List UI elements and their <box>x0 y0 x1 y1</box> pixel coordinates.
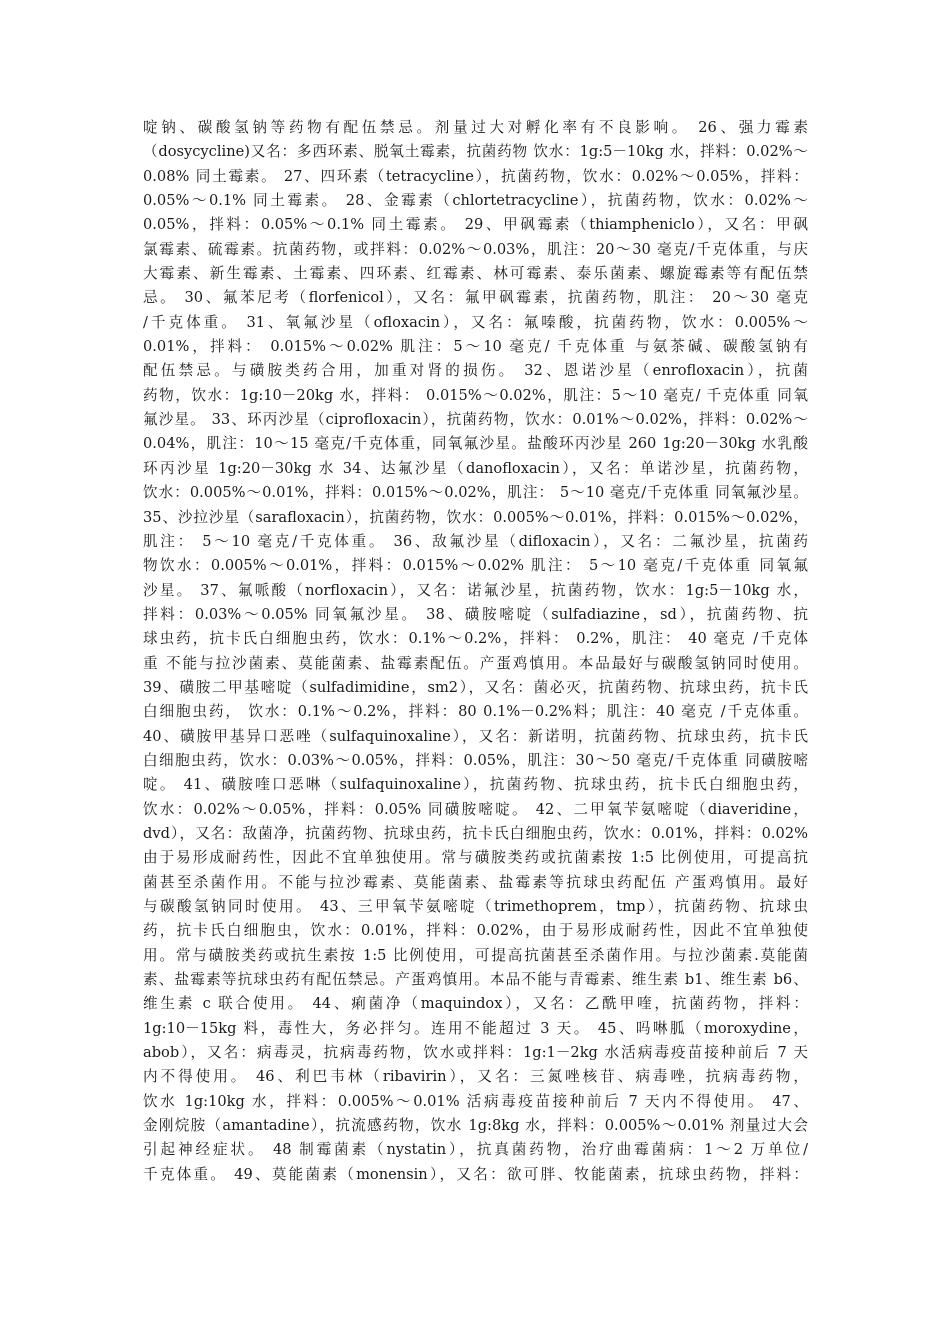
text-line: 大霉素、新生霉素、土霉素、四环素、红霉素、林可霉素、泰乐菌素、螺旋霉素等有配伍禁 <box>143 265 808 283</box>
text-line: 内不得使用。 46、利巴韦林（ribavirin），又名：三氮唑核苷、病毒唑，抗病毒药物， <box>143 1068 808 1086</box>
text-line: 菌甚至杀菌作用。不能与拉沙霉素、莫能菌素、盐霉素等抗球虫药配伍 产蛋鸡慎用。最好 <box>143 873 808 891</box>
text-line: 重 不能与拉沙菌素、莫能菌素、盐霉素配伍。产蛋鸡慎用。本品最好与碳酸氢钠同时使用。 <box>143 654 808 672</box>
text-line: 饮水：0.02%～0.05%，拌料：0.05% 同磺胺嘧啶。 42、二甲氧苄氨嘧啶（diaveridine， <box>143 800 808 818</box>
text-line: 氯霉素、硫霉素。抗菌药物，或拌料：0.02%～0.03%，肌注：20～30 毫克/千克体重，与庆 <box>143 240 808 258</box>
text-line: 拌料：0.03%～0.05% 同氧氟沙星。 38、磺胺嘧啶（sulfadiazine，sd），抗菌药物、抗 <box>143 605 808 623</box>
text-line: 用。常与磺胺类药或抗生素按 1:5 比例使用，可提高抗菌甚至杀菌作用。与拉沙菌素.莫能菌 <box>143 946 808 964</box>
text-line: 白细胞虫药， 饮水：0.1%～0.2%，拌料：80 0.1%－0.2%料；肌注：40 毫克 /千克体重。 <box>143 703 808 721</box>
text-line: abob），又名：病毒灵，抗病毒药物，饮水或拌料：1g:1－2kg 水活病毒疫苗接种前后 7 天 <box>143 1044 808 1062</box>
text-line: 氟沙星。 33、环丙沙星（ciprofloxacin），抗菌药物，饮水：0.01%～0.02%，拌料：0.02%～ <box>143 411 808 429</box>
text-line: 配伍禁忌。与磺胺类药合用，加重对肾的损伤。 32、恩诺沙星（enrofloxacin），抗菌 <box>143 362 808 380</box>
text-line: 球虫药，抗卡氏白细胞虫药，饮水：0.1%～0.2%，拌料： 0.2%，肌注： 40 毫克 /千克体 <box>143 630 808 648</box>
text-line: 金刚烷胺（amantadine），抗流感药物，饮水 1g:8kg 水，拌料：0.005%～0.01% 剂量过大会 <box>143 1117 808 1135</box>
text-line: 千克体重。 49、莫能菌素（monensin），又名：欲可胖、牧能菌素，抗球虫药物，拌料： <box>143 1165 808 1183</box>
text-line: 由于易形成耐药性，因此不宜单独使用。常与磺胺类药或抗菌素按 1:5 比例使用，可提高抗 <box>143 849 808 867</box>
text-line: 饮水：0.005%～0.01%，拌料：0.015%～0.02%，肌注： 5～10 毫克/千克体重 同氧氟沙星。 <box>143 484 808 502</box>
text-line: dvd），又名：敌菌净，抗菌药物、抗球虫药，抗卡氏白细胞虫药，饮水：0.01%，拌料：0.02% <box>143 824 808 842</box>
text-line: 与碳酸氢钠同时使用。 43、三甲氧苄氨嘧啶（trimethoprem，tmp），抗菌药物、抗球虫 <box>143 898 808 915</box>
text-line: 药物，饮水：1g:10－20kg 水，拌料： 0.015%～0.02%，肌注：5～10 毫克/ 千克体重 同氧 <box>143 386 808 404</box>
text-line: 0.05%，拌料：0.05%～0.1% 同土霉素。 29、甲砜霉素（thiampheniclo），又名：甲砜 <box>143 216 808 234</box>
text-line: 39、磺胺二甲基嘧啶（sulfadimidine，sm2），又名：菌必灭，抗菌药物、抗球虫药，抗卡氏 <box>143 678 808 696</box>
text-line: 环丙沙星 1g:20－30kg 水 34、达氟沙星（danofloxacin），又名：单诺沙星，抗菌药物， <box>143 459 808 477</box>
text-line: 引起神经症状。 48 制霉菌素（nystatin），抗真菌药物，治疗曲霉菌病：1～2 万单位/ <box>143 1141 808 1159</box>
text-line: 肌注： 5～10 毫克/千克体重。 36、敌氟沙星（difloxacin），又名：二氟沙星，抗菌药 <box>143 532 808 550</box>
text-line: 忌。 30、氟苯尼考（florfenicol），又名：氟甲砜霉素，抗菌药物，肌注： 20～30 毫克 <box>143 289 808 307</box>
text-line: 40、磺胺甲基异口恶唑（sulfaquinoxaline），又名：新诺明，抗菌药物、抗球虫药，抗卡氏 <box>143 727 808 745</box>
text-line: 0.04%，肌注：10～15 毫克/千克体重，同氧氟沙星。盐酸环丙沙星 260 1g:20－30kg 水乳酸 <box>143 435 808 453</box>
text-line <box>143 1187 808 1211</box>
text-line: 物饮水：0.005%～0.01%，拌料：0.015%～0.02% 肌注： 5～10 毫克/千克体重 同氧氟 <box>143 557 808 575</box>
text-line: 维生素 c 联合使用。 44、痢菌净（maquindox），又名：乙酰甲喹，抗菌药物，拌料： <box>143 995 808 1013</box>
text-line: 饮水 1g:10kg 水，拌料：0.005%～0.01% 活病毒疫苗接种前后 7 天内不得使用。 47、 <box>143 1092 808 1110</box>
text-line: 药，抗卡氏白细胞虫，饮水：0.01%，拌料：0.02%，由于易形成耐药性，因此不宜单独使 <box>143 922 808 940</box>
text-line: 0.05%～0.1% 同土霉素。 28、金霉素（chlortetracycline），抗菌药物，饮水：0.02%～ <box>143 192 808 210</box>
text-line: 沙星。 37、氟哌酸（norfloxacin），又名：诺氟沙星，抗菌药物，饮水：1g:5－10kg 水， <box>143 581 808 599</box>
text-line: （dosycycline)又名：多西环素、脱氧土霉素，抗菌药物 饮水：1g:5－10kg 水，拌料：0.02%～ <box>143 143 808 161</box>
text-line: 素、盐霉素等抗球虫药有配伍禁忌。产蛋鸡慎用。本品不能与青霉素、维生素 b1、维生素 b6、 <box>143 971 808 989</box>
text-line: 1g:10－15kg 料，毒性大，务必拌匀。连用不能超过 3 天。 45、吗啉胍（moroxydine， <box>143 1019 808 1037</box>
body-text <box>143 116 808 1211</box>
text-line: /千克体重。 31、氧氟沙星（ofloxacin），又名：氟嗪酸，抗菌药物，饮水：0.005%～ <box>143 313 808 331</box>
text-line: 啶。 41、磺胺喹口恶啉（sulfaquinoxaline），抗菌药物、抗球虫药，抗卡氏白细胞虫药， <box>143 776 808 794</box>
text-line: 35、沙拉沙星（sarafloxacin），抗菌药物，饮水：0.005%～0.01%，拌料：0.015%～0.02%， <box>143 508 808 526</box>
text-line: 啶钠、碳酸氢钠等药物有配伍禁忌。剂量过大对孵化率有不良影响。 26、强力霉素 <box>143 119 808 136</box>
text-line: 0.08% 同土霉素。 27、四环素（tetracycline），抗菌药物，饮水：0.02%～0.05%，拌料： <box>143 167 808 185</box>
text-line: 白细胞虫药，饮水：0.03%～0.05%，拌料：0.05%，肌注：30～50 毫克/千克体重 同磺胺嘧 <box>143 751 808 769</box>
text-line: 0.01%，拌料： 0.015%～0.02% 肌注：5～10 毫克/ 千克体重 与氨茶碱、碳酸氢钠有 <box>143 338 808 356</box>
